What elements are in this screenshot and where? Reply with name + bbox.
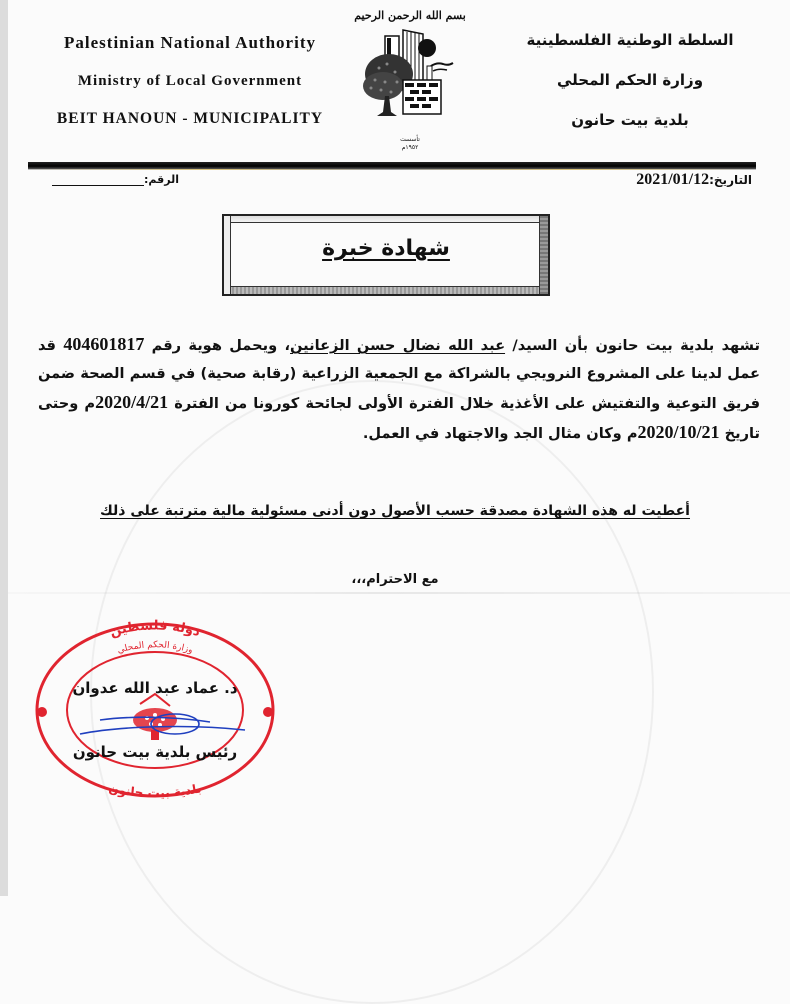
id-number: 404601817 (63, 334, 145, 354)
tree-buildings-icon (355, 28, 465, 134)
stamp-bottom-text: بلدية بيت حانون (107, 781, 203, 800)
logo-caption-line2: ١٩٥٢م (401, 144, 419, 151)
authority-name-en: Palestinian National Authority (64, 33, 316, 52)
stamp-star-icon (37, 707, 47, 717)
frame-bevel-top (224, 216, 548, 223)
ref-label: الرقم: (144, 173, 179, 186)
body-intro: تشهد بلدية بيت حانون بأن السيد/ (505, 337, 760, 354)
stamp-outer-text: دولة فلسطين (108, 618, 202, 641)
logo-caption (380, 136, 440, 152)
ministry-name-ar: وزارة الحكم المحلي (556, 71, 704, 89)
document-title: شهادة خبرة (322, 236, 450, 261)
municipality-logo (350, 8, 470, 158)
municipality-name-en: BEIT HANOUN - MUNICIPALITY (56, 110, 324, 127)
employee-name: عبد الله نضال حسن الزعانين (290, 337, 506, 354)
municipality-name-ar: بلدية بيت حانون (571, 111, 689, 129)
english-letterhead (40, 30, 340, 144)
paper-crease (8, 592, 790, 594)
basmala-text: بسم الله الرحمن الرحيم (354, 9, 466, 22)
ministry-name-en: Ministry of Local Government (77, 73, 303, 89)
date-label: التاريخ: (709, 173, 752, 187)
scan-edge (0, 0, 8, 896)
authority-name-ar: السلطة الوطنية الفلسطينية (526, 31, 734, 49)
signatory-name: د. عماد عبد الله عدوان (72, 679, 238, 697)
logo-caption-line1: تأسست (400, 136, 420, 143)
date-value: 2021/01/12 (636, 171, 710, 188)
body-main: قد عمل لدينا على المشروع النرويجي بالشراكة مع الجمعية الزراعية (رقابة صحية) في قسم الصحة ضمن فريق التوعية والتفتيش على الأغذية خلال الفترة الأولى لجائحة كورونا من الفترة (38, 337, 761, 412)
date-field (636, 171, 752, 189)
signatory-title: رئيس بلدية بيت حانون (72, 743, 238, 761)
header-divider (28, 162, 756, 169)
official-stamp (30, 612, 280, 802)
disclaimer-text: أعطيت له هذه الشهادة مصدقة حسب الأصول دون أدنى مسئولية مالية مترتبة على ذلك (100, 503, 690, 519)
stamp-star-icon (263, 707, 273, 717)
stamp-inner-text: وزارة الحكم المحلي (116, 640, 194, 656)
ref-value-blank (52, 173, 144, 186)
frame-bevel-bottom (224, 286, 548, 294)
body-closing: م وكان مثال الجد والاجتهاد في العمل. (362, 425, 638, 442)
arabic-letterhead (520, 25, 740, 145)
date-from: 2020/4/21 (95, 392, 169, 412)
certificate-body (38, 330, 760, 448)
title-frame (222, 214, 550, 296)
date-to: 2020/10/21 (637, 422, 720, 442)
reference-number-field (52, 173, 179, 186)
body-until: م وحتى تاريخ (38, 395, 760, 442)
body-id-intro: ، ويحمل هوية رقم (144, 337, 291, 354)
closing-regards: مع الاحترام،،، (351, 572, 439, 587)
